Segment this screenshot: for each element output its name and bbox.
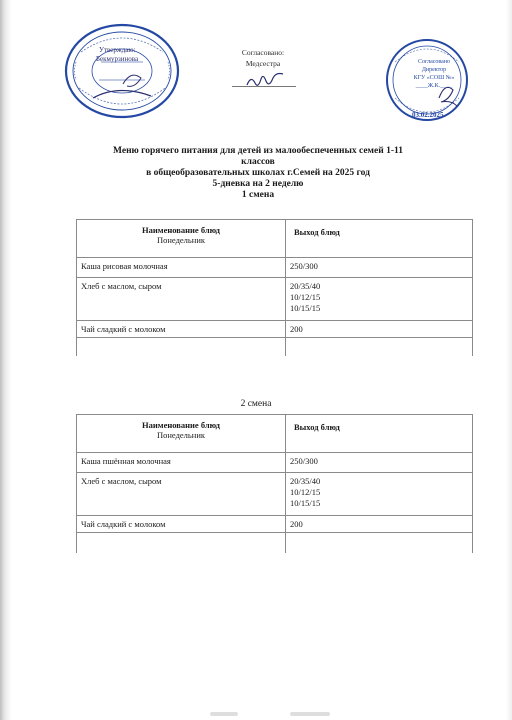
table-row xyxy=(77,516,473,533)
shift-2-label: 2 смена xyxy=(240,399,272,409)
right-stamp-text xyxy=(404,58,464,90)
table-row xyxy=(77,453,473,473)
dish-output: 20/35/40 10/12/15 10/15/15 xyxy=(286,473,473,516)
column-header-output: Выход блюд xyxy=(286,220,473,258)
dish-name: Каша пшённая молочная xyxy=(77,453,286,473)
approval-date: 03.02.2025 xyxy=(412,111,444,119)
dish-output: 250/300 xyxy=(286,258,473,278)
column-header-dish: Наименование блюд Понедельник xyxy=(77,415,286,453)
title-line: в общеобразовательных школах г.Семей на 2025 год xyxy=(146,168,370,178)
school-stamp-left xyxy=(63,22,181,120)
approved-name: Бекмурзинова xyxy=(96,55,139,63)
column-header-output: Выход блюд xyxy=(286,415,473,453)
dish-output: 200 xyxy=(286,516,473,533)
title-line: Меню горячего питания для детей из малообеспеченных семей 1-11 xyxy=(113,146,403,156)
round-seal-icon xyxy=(63,22,181,120)
right-stamp-line: Директор xyxy=(421,67,447,73)
agreed-label: Согласовано: xyxy=(241,48,285,57)
dish-name: Хлеб с маслом, сыром xyxy=(77,278,286,321)
agreed-block xyxy=(228,47,298,69)
dish-name: Хлеб с маслом, сыром xyxy=(77,473,286,516)
scan-artefact xyxy=(290,712,330,716)
right-stamp-line: Согласовано xyxy=(417,59,451,65)
column-header-dish: Наименование блюд Понедельник xyxy=(77,220,286,258)
signature-icon xyxy=(243,70,287,90)
table-row-empty xyxy=(77,338,473,357)
approved-label: Утверждаю: xyxy=(99,46,136,54)
dish-name: Чай сладкий с молоком xyxy=(77,516,286,533)
menu-table-shift-1 xyxy=(76,219,473,356)
dish-output: 250/300 xyxy=(286,453,473,473)
title-line: классов xyxy=(241,157,275,167)
table-header-row xyxy=(77,415,473,453)
title-line: 5-дневка на 2 неделю xyxy=(212,179,304,189)
shift-1-label: 1 смена xyxy=(241,190,275,200)
table-row xyxy=(77,278,473,321)
dish-output: 200 xyxy=(286,321,473,338)
table-row xyxy=(77,473,473,516)
agreed-signature-line xyxy=(232,86,296,87)
menu-table-shift-2 xyxy=(76,414,473,553)
scan-artefact xyxy=(210,712,238,716)
dish-name: Каша рисовая молочная xyxy=(77,258,286,278)
table-row-empty xyxy=(77,533,473,554)
dish-output: 20/35/40 10/12/15 10/15/15 xyxy=(286,278,473,321)
right-stamp-line: КГУ «СОШ №» xyxy=(413,75,455,81)
right-stamp-line: ____Ж.К.____ xyxy=(415,83,453,89)
scan-edge-left xyxy=(0,0,12,720)
table-header-row xyxy=(77,220,473,258)
table-row xyxy=(77,321,473,338)
dish-name: Чай сладкий с молоком xyxy=(77,321,286,338)
scan-edge-right xyxy=(506,0,512,720)
document-title xyxy=(80,146,436,201)
table-row xyxy=(77,258,473,278)
agreed-role: Медсестра xyxy=(245,59,281,68)
